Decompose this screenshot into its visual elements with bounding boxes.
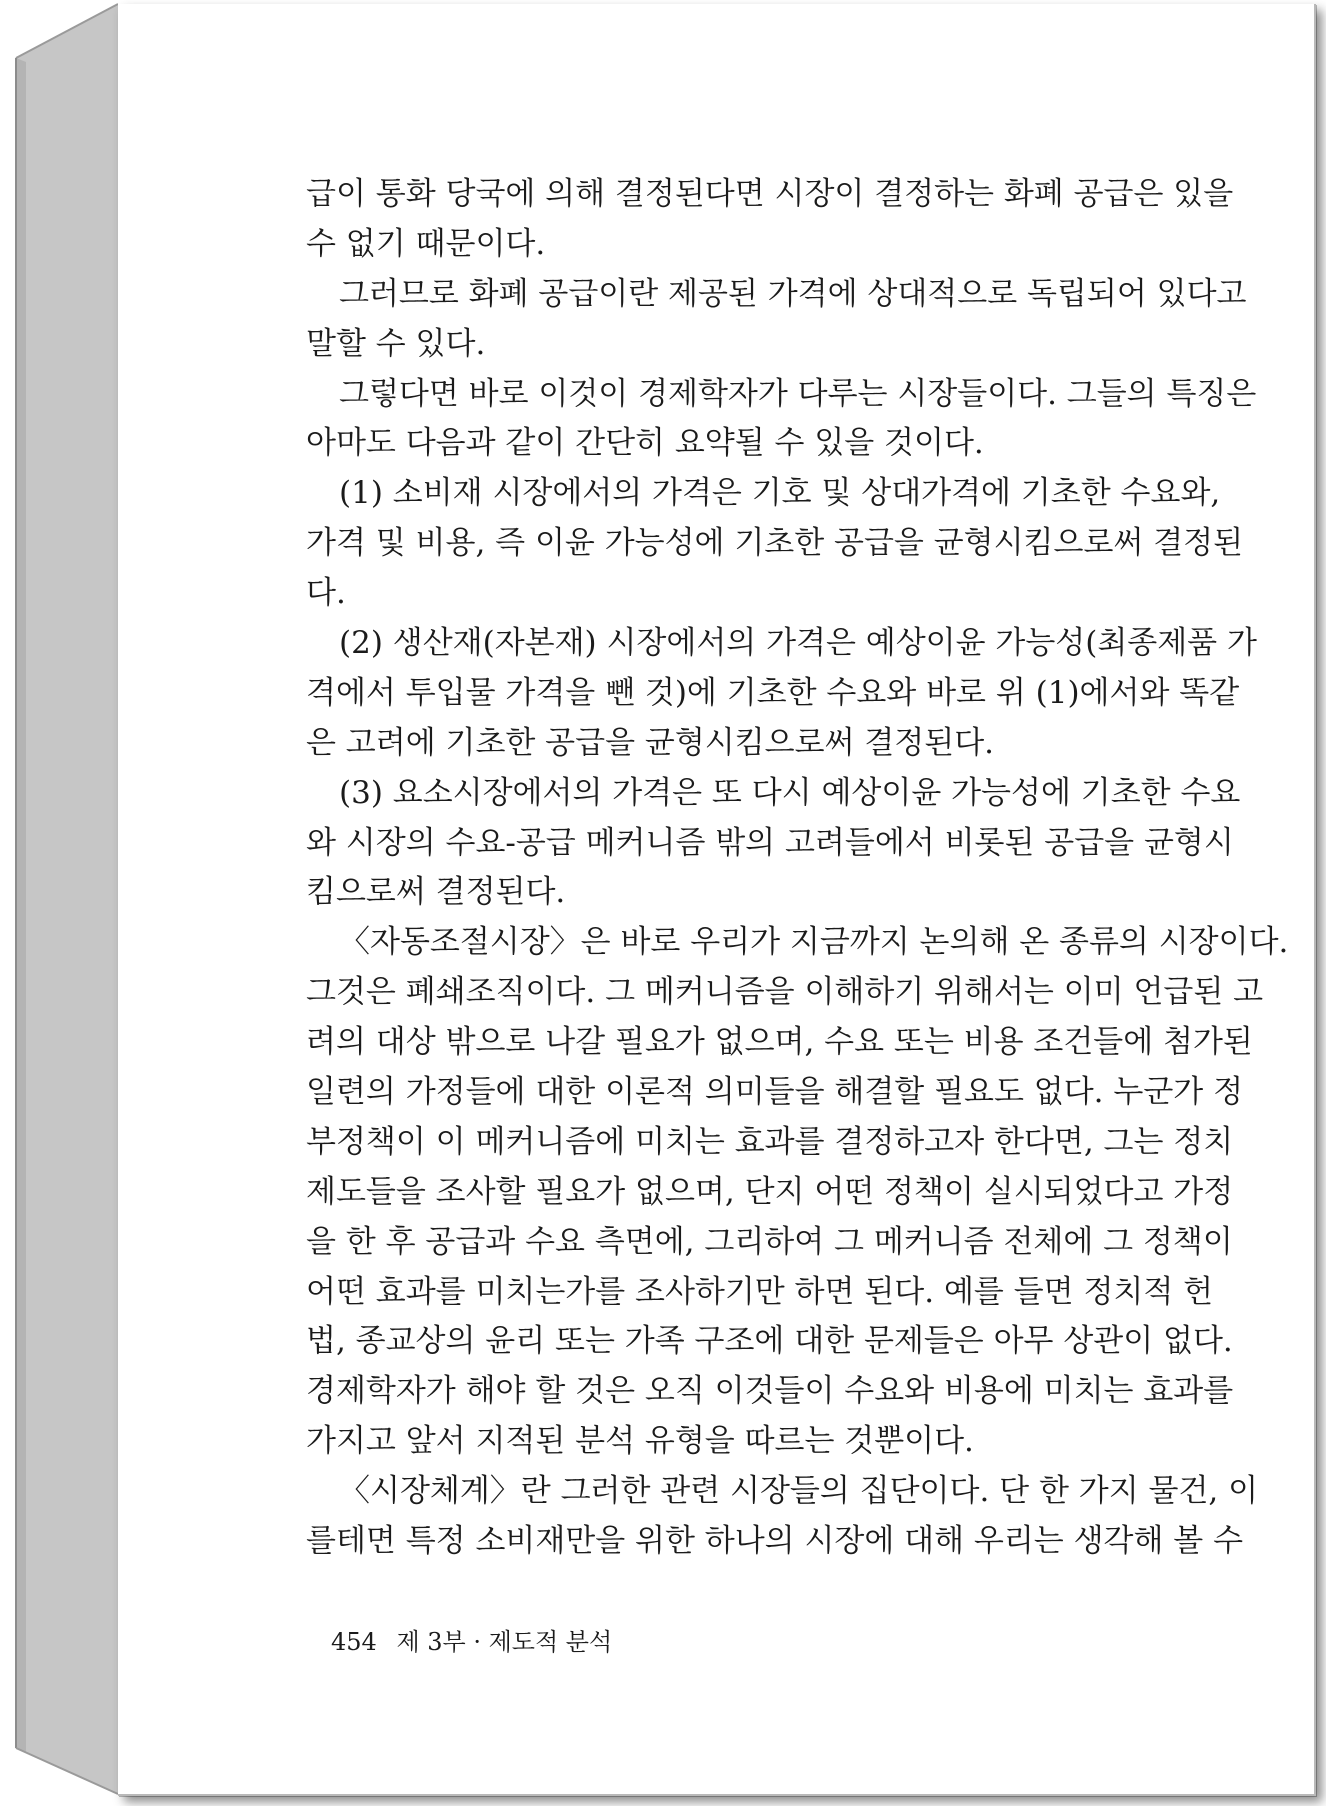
text-line: 와 시장의 수요-공급 메커니즘 밖의 고려들에서 비롯된 공급을 균형시 <box>306 824 1234 861</box>
text-line: (1) 소비재 시장에서의 가격은 기호 및 상대가격에 기초한 수요와, <box>339 475 1221 512</box>
text-line: 아마도 다음과 같이 간단히 요약될 수 있을 것이다. <box>306 425 984 462</box>
text-line: 그러므로 화폐 공급이란 제공된 가격에 상대적으로 독립되어 있다고 <box>339 275 1247 312</box>
section-title: 제 3부 · 제도적 분석 <box>396 1628 613 1656</box>
text-line: 가격 및 비용, 즉 이윤 가능성에 기초한 공급을 균형시킴으로써 결정된 <box>306 525 1244 562</box>
text-line: 그렇다면 바로 이것이 경제학자가 다루는 시장들이다. 그들의 특징은 <box>339 375 1257 412</box>
text-line: 은 고려에 기초한 공급을 균형시킴으로써 결정된다. <box>306 724 994 761</box>
text-line: 그것은 폐쇄조직이다. 그 메커니즘을 이해하기 위해서는 이미 언급된 고 <box>306 974 1264 1011</box>
page-number: 454 <box>331 1628 377 1656</box>
text-line: 다. <box>306 575 346 612</box>
text-line: 일련의 가정들에 대한 이론적 의미들을 해결할 필요도 없다. 누군가 정 <box>306 1074 1244 1111</box>
text-line: 말할 수 있다. <box>306 325 486 362</box>
text-line: 킴으로써 결정된다. <box>306 874 566 911</box>
text-line: 수 없기 때문이다. <box>306 225 546 262</box>
body-text <box>306 170 1318 1567</box>
text-line: 제도들을 조사할 필요가 없으며, 단지 어떤 정책이 실시되었다고 가정 <box>306 1173 1234 1210</box>
text-line: (2) 생산재(자본재) 시장에서의 가격은 예상이윤 가능성(최종제품 가 <box>339 625 1257 662</box>
page-footer <box>331 1622 612 1657</box>
text-line: 을 한 후 공급과 수요 측면에, 그리하여 그 메커니즘 전체에 그 정책이 <box>306 1223 1233 1260</box>
text-line: 〈시장체계〉란 그러한 관련 시장들의 집단이다. 단 한 가지 물건, 이 <box>339 1473 1259 1510</box>
text-line: 〈자동조절시장〉은 바로 우리가 지금까지 논의해 온 종류의 시장이다. <box>339 924 1289 961</box>
text-line: 부정책이 이 메커니즘에 미치는 효과를 결정하고자 한다면, 그는 정치 <box>306 1123 1234 1160</box>
text-line: (3) 요소시장에서의 가격은 또 다시 예상이윤 가능성에 기초한 수요 <box>339 774 1241 811</box>
text-line: 법, 종교상의 윤리 또는 가족 구조에 대한 문제들은 아무 상관이 없다. <box>306 1323 1233 1360</box>
text-line: 를테면 특정 소비재만을 위한 하나의 시장에 대해 우리는 생각해 볼 수 <box>306 1523 1244 1560</box>
text-line: 격에서 투입물 가격을 뺀 것)에 기초한 수요와 바로 위 (1)에서와 똑같 <box>306 674 1240 711</box>
text-line: 급이 통화 당국에 의해 결정된다면 시장이 결정하는 화폐 공급은 있을 <box>306 176 1234 212</box>
page-sheet <box>118 4 1316 1796</box>
text-line: 경제학자가 해야 할 것은 오직 이것들이 수요와 비용에 미치는 효과를 <box>306 1373 1234 1410</box>
text-line: 가지고 앞서 지적된 분석 유형을 따르는 것뿐이다. <box>306 1423 974 1460</box>
text-line: 려의 대상 밖으로 나갈 필요가 없으며, 수요 또는 비용 조건들에 첨가된 <box>306 1024 1253 1061</box>
text-line: 어떤 효과를 미치는가를 조사하기만 하면 된다. 예를 들면 정치적 헌 <box>306 1273 1214 1310</box>
